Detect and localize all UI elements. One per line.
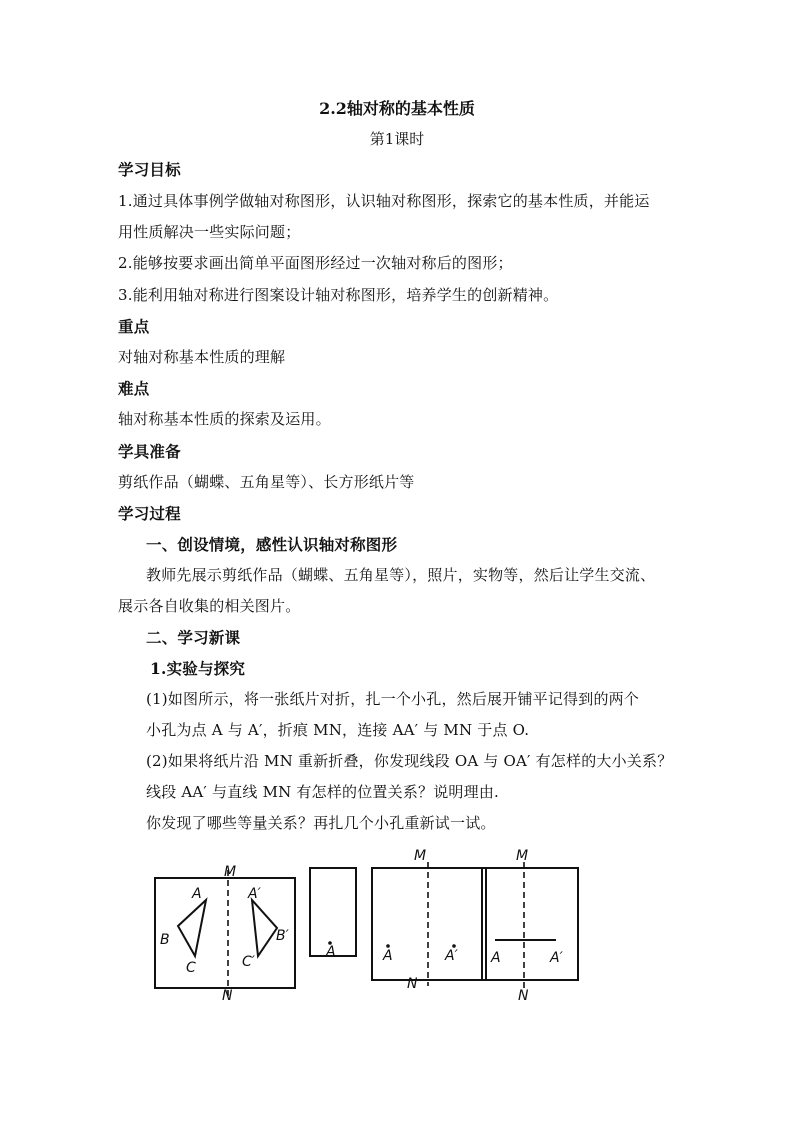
figure-4-label-N: N bbox=[518, 988, 529, 1004]
difficulty-heading: 难点 bbox=[118, 379, 150, 398]
goal-3: 3.能利用轴对称进行图案设计轴对称图形，培养学生的创新精神。 bbox=[118, 286, 559, 304]
figure-4-label-A-prime: A′ bbox=[550, 950, 563, 966]
figure-1-label-C-prime: C′ bbox=[242, 954, 255, 970]
experiment-1-line-1: (1)如图所示，将一张纸片对折，扎一个小孔，然后展开铺平记得到的两个 bbox=[146, 690, 640, 708]
experiment-3: 你发现了哪些等量关系？再扎几个小孔重新试一试。 bbox=[146, 814, 496, 832]
figure-1-label-B-prime: B′ bbox=[276, 928, 289, 944]
part-1-heading: 一、创设情境，感性认识轴对称图形 bbox=[146, 535, 398, 554]
goal-1-line-1: 1.通过具体事例学做轴对称图形，认识轴对称图形，探索它的基本性质，并能运 bbox=[118, 192, 650, 210]
figure-3-label-N: N bbox=[407, 976, 418, 992]
key-points-heading: 重点 bbox=[118, 317, 150, 336]
tools-heading: 学具准备 bbox=[118, 442, 181, 461]
experiment-2-line-1: (2)如果将纸片沿 MN 重新折叠，你发现线段 OA 与 OA′ 有怎样的大小关系？ bbox=[146, 752, 673, 770]
figure-1-label-N: N bbox=[222, 988, 233, 1004]
part-1-text-line-2: 展示各自收集的相关图片。 bbox=[118, 597, 301, 615]
figure-1-label-B: B bbox=[160, 932, 170, 948]
figure-4-label-A: A bbox=[491, 950, 501, 966]
part-2-heading: 二、学习新课 bbox=[146, 628, 241, 647]
tools-text: 剪纸作品（蝴蝶、五角星等）、长方形纸片等 bbox=[118, 473, 415, 491]
difficulty-text: 轴对称基本性质的探索及运用。 bbox=[118, 410, 331, 428]
goal-1-line-2: 用性质解决一些实际问题； bbox=[118, 223, 301, 241]
figure-2-frame bbox=[310, 868, 356, 956]
figure-1-label-A: A bbox=[192, 886, 202, 902]
process-heading: 学习过程 bbox=[118, 504, 181, 523]
goals-heading: 学习目标 bbox=[118, 160, 181, 179]
fold-figures bbox=[140, 848, 600, 1008]
figure-1-label-A-prime: A′ bbox=[248, 886, 261, 902]
part-1-text-line-1: 教师先展示剪纸作品（蝴蝶、五角星等），照片，实物等，然后让学生交流、 bbox=[146, 566, 656, 584]
figure-1-triangle-right bbox=[252, 900, 277, 956]
page-title: 2.2轴对称的基本性质 bbox=[319, 99, 475, 118]
figure-3-label-A: A bbox=[383, 948, 393, 964]
figure-1-label-M: M bbox=[224, 864, 237, 880]
figure-4-label-M: M bbox=[516, 848, 529, 864]
figure-3-label-A-prime: A′ bbox=[445, 948, 458, 964]
goal-2: 2.能够按要求画出简单平面图形经过一次轴对称后的图形； bbox=[118, 254, 513, 272]
figure-1-label-C: C bbox=[186, 960, 196, 976]
experiment-1-line-2: 小孔为点 A 与 A′，折痕 MN，连接 AA′ 与 MN 于点 O. bbox=[146, 721, 530, 739]
experiment-2-line-2: 线段 AA′ 与直线 MN 有怎样的位置关系？说明理由. bbox=[146, 783, 499, 801]
figure-3-label-M: M bbox=[414, 848, 427, 864]
experiment-heading: 1.实验与探究 bbox=[150, 659, 246, 678]
figure-1-triangle-left bbox=[178, 900, 206, 956]
page-subtitle: 第1课时 bbox=[369, 130, 425, 148]
key-points-text: 对轴对称基本性质的理解 bbox=[118, 348, 286, 366]
figure-2-label-A: A bbox=[326, 944, 336, 960]
fold-figures-svg bbox=[140, 848, 600, 1008]
